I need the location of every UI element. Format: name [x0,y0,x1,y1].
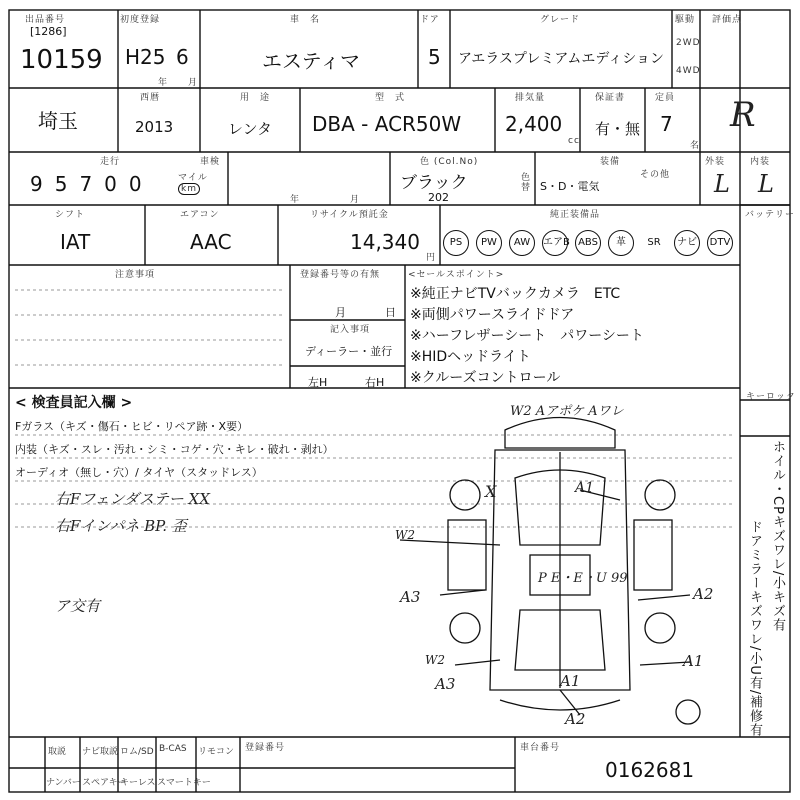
mark-a2-right: A2 [693,585,714,603]
label-rating: 評価点 [712,15,743,25]
label-doors: ドア [420,15,440,25]
sales-point-5: ※クルーズコントロール [410,370,561,386]
label-genuine-equipment: 純正装備品 [550,210,601,220]
year: 2013 [135,118,174,136]
year-unit: 年 [158,78,169,88]
label-inspection: 車検 [200,157,221,167]
first-reg-month: 6 [176,45,189,69]
label-car-name: 車 名 [290,15,321,25]
sales-point-1: ※純正ナビTVバックカメラ ETC [410,286,621,302]
label-recycle: リサイクル預託金 [310,210,389,220]
displacement: 2,400 [505,112,563,136]
car-name: エスティマ [262,49,360,73]
inspector-note-2: 右Fインパネ BP. 歪 [55,517,187,535]
side-note-wheel: ホイル・CPキズワレ/小キズ有 [770,440,785,633]
mark-a1-right: A1 [683,652,704,670]
equip-aw: AW [509,230,535,256]
label-capacity: 定員 [655,93,676,103]
reg-month: 月 [335,306,346,319]
month-unit: 月 [188,78,199,88]
inspector-line-windshield: Fガラス（キズ・傷石・ヒビ・リペア跡・X要） [15,420,249,433]
label-sales-points: <セールスポイント> [408,270,505,280]
label-grade: グレード [540,15,581,25]
footer-remote: リモコン [198,747,235,757]
inspector-line-audio-tire: オーディオ（無し・穴）/ タイヤ（スタッドレス） [15,466,263,479]
options-other: その他 [640,170,671,180]
reg-day: 日 [385,306,396,319]
label-shift: シフト [55,210,86,220]
mark-w2-lower: W2 [425,653,445,667]
mileage: 95700 [30,172,154,196]
label-key-lock: キーロック [746,392,796,402]
mark-a3-lower: A3 [435,675,456,693]
battery-label: バッテリー [745,210,796,220]
model-code: DBA - ACR50W [312,112,462,136]
label-reg-number: 登録番号等の有無 [300,270,381,280]
left-hand-drive: 左H [308,376,328,389]
inspector-title: < 検査員記入欄 > [15,395,133,411]
footer-manual: 取説 [48,747,67,757]
footer-bcas: B-CAS [159,744,187,754]
color-number: 202 [428,191,449,204]
equip-leather: 革 [608,230,634,256]
equip-airbag: エアB [542,230,568,256]
equipment-list [443,230,740,256]
sales-point-4: ※HIDヘッドライト [410,349,531,365]
capacity: 7 [660,112,673,136]
label-vin: 車台番号 [520,743,561,753]
label-color: 色 (Col.No) [420,157,479,167]
side-note-mirror: ドアミラーキズワレ/小U有/補修有 [747,520,762,738]
grade-name: アエラスプレミアムエディション [458,51,664,67]
drive-4wd: 4WD [676,66,701,76]
footer-keyless: キーレス [120,778,156,788]
label-year: 西暦 [140,93,161,103]
door-count: 5 [428,45,441,69]
color-change: 色替 [519,172,529,192]
mark-a1-bottom: A1 [560,672,581,690]
footer-rom-sd: ロム/SD [120,747,154,757]
cc-unit: cc [568,136,580,146]
aircon: AAC [190,230,232,254]
options-text: S・D・電気 [540,180,600,193]
label-aircon: エアコン [180,210,220,220]
footer-navi-manual: ナビ取説 [82,747,119,757]
exterior-grade: L [714,170,730,198]
equip-sr: SR [647,237,661,248]
label-options: 装備 [600,157,621,167]
warranty: 有・無 [595,120,641,138]
equip-dtv: DTV [707,230,733,256]
listing-number: 10159 [20,45,103,75]
footer-spare-key: スペアキー [82,778,127,788]
mark-a3-left: A3 [400,588,421,606]
mark-a2-bottom: A2 [565,710,586,728]
dealer-parallel: ディーラー・並行 [305,345,393,358]
label-warranty: 保証書 [595,93,626,103]
rating-value: R [730,95,756,135]
recycle-unit: 円 [426,253,437,263]
mark-w2-left: W2 [395,528,415,542]
mark-top: W2 Aアポケ Aワレ [510,404,624,419]
label-use: 用 途 [240,93,271,103]
footer-number-plate: ナンバー [46,778,81,788]
mileage-km: km [178,183,200,195]
label-drive: 駆動 [675,15,696,25]
color-name: ブラック [400,173,468,193]
inspection-year: 年 [290,195,301,205]
equip-abs: ABS [575,230,601,256]
first-reg-era: H25 [125,45,166,69]
label-reg-no: 登録番号 [245,743,286,753]
inspector-note-1: 右Fフェンダステー XX [55,490,210,508]
label-first-reg: 初度登録 [120,15,161,25]
shift: IAT [60,230,91,254]
vin-number: 0162681 [605,758,695,782]
right-hand-drive: 右H [365,376,385,389]
sales-point-3: ※ハーフレザーシート パワーシート [410,328,644,344]
listing-code: [1286] [30,25,67,38]
capacity-unit: 名 [690,141,701,151]
label-exterior: 外装 [705,157,726,167]
label-entry-items: 記入事項 [330,325,371,335]
inspection-month: 月 [350,195,361,205]
recycle-fee: 14,340 [350,230,420,254]
region: 埼玉 [38,109,78,133]
mark-x: X [485,482,497,501]
drive-2wd: 2WD [676,38,701,48]
interior-grade: L [758,170,774,198]
label-listing-no: 出品番号 [25,15,66,25]
label-notes: 注意事項 [115,270,156,280]
mileage-mile: マイル [178,173,208,183]
equip-navi: ナビ [674,230,700,256]
equip-ps: PS [443,230,469,256]
inspector-line-interior: 内装（キズ・スレ・汚れ・シミ・コゲ・穴・キレ・破れ・剥れ） [15,443,334,456]
sales-point-2: ※両側パワースライドドア [410,307,575,323]
footer-smart-key: スマートキー [157,778,211,788]
mark-a1-top: A1 [575,480,595,496]
mark-roof: P E・E・U 99 [538,571,628,586]
label-interior: 内装 [750,157,771,167]
label-model: 型 式 [375,93,406,103]
equip-pw: PW [476,230,502,256]
use: レンタ [228,120,273,138]
inspector-note-3: ア交有 [55,597,101,615]
label-mileage: 走行 [100,157,121,167]
label-displacement: 排気量 [515,93,546,103]
